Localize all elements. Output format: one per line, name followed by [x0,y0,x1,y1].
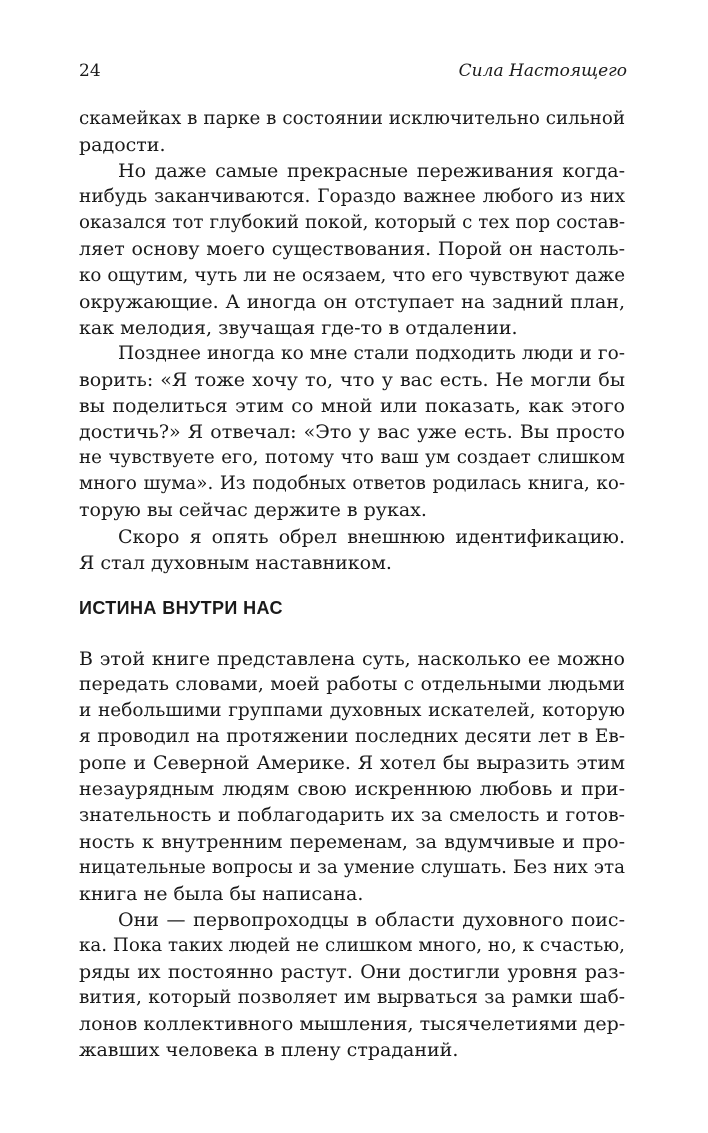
text-line: книга не была бы написана. [79,882,364,905]
running-title: Сила Настоящего [458,61,627,81]
text-line: я проводил на протяжении последних десяти лет в Ев- [79,726,625,748]
text-line: Но даже самые прекрасные переживания когда- [118,160,625,183]
text-line: ворить: «Я тоже хочу то, что у вас есть. Не могли бы [79,368,625,391]
text-line: ряды их постоянно растут. Они достигли уровня раз- [79,961,625,984]
text-line: лонов коллективного мышления, тысячелетиями дер- [79,1013,626,1036]
text-line: жавших человека в плену страданий. [79,1039,459,1062]
text-line: передать словами, моей работы с отдельными людьми [79,674,625,696]
text-line: скамейках в парке в состоянии исключительно сильной [79,108,625,129]
text-line: достичь?» Я отвечал: «Это у вас уже есть. Вы просто [79,421,625,444]
paragraph [79,106,625,158]
paragraph [79,524,625,576]
text-line: ность к внутренним переменам, за вдумчивые и про- [79,830,625,853]
text-line: Скоро я опять обрел внешнюю идентификацию. [118,525,625,548]
paragraph [79,907,625,1064]
text-line: знательность и поблагодарить их за смелость и готов- [79,804,625,826]
text-line: нибудь заканчиваются. Гораздо важнее любого из них [79,186,625,208]
paragraph [79,646,625,907]
page-header [79,61,627,87]
body-text-lower [79,646,625,1064]
text-line: ропе и Северной Америке. Я хотел бы выразить этим [79,752,625,775]
text-line: не чувствуете его, потому что ваш ум создает слишком [79,447,625,469]
text-line: ко ощутим, чуть ли не осязаем, что его чувствуют даже [79,264,625,286]
text-line: и небольшими группами духовных искателей, которую [79,700,625,722]
text-line: окружающие. А иногда он отступает на задний план, [79,290,625,313]
text-line: вы поделиться этим со мной или показать, как этого [79,395,625,418]
text-line: ницательные вопросы и за умение слушать. Без них эта [79,856,625,878]
text-line: торую вы сейчас держите в руках. [79,499,427,522]
text-line: как мелодия, звучащая где-то в отдалении. [79,316,518,339]
text-line: ка. Пока таких людей не слишком много, но, к счастью, [79,935,625,957]
text-line: радости. [79,134,166,157]
paragraph [79,158,625,341]
paragraph [79,341,625,524]
text-line: Они — первопроходцы в области духовного поис- [118,908,625,931]
text-line: много шума». Из подобных ответов родилась книга, ко- [79,473,625,495]
text-line: оказался тот глубокий покой, который с тех пор состав- [79,212,625,234]
text-line: В этой книге представлена суть, насколько ее можно [79,648,625,670]
page-number: 24 [79,61,101,81]
body-text-upper [79,106,625,576]
text-line: незаурядным людям свою искреннюю любовь и при- [79,778,625,801]
text-line: вития, который позволяет им вырваться за рамки шаб- [79,987,625,1009]
section-heading: ИСТИНА ВНУТРИ НАС [79,598,283,618]
text-line: Позднее иногда ко мне стали подходить люди и го- [118,342,625,364]
text-line: Я стал духовным наставником. [79,551,392,574]
text-line: ляет основу моего существования. Порой он настоль- [79,238,625,261]
